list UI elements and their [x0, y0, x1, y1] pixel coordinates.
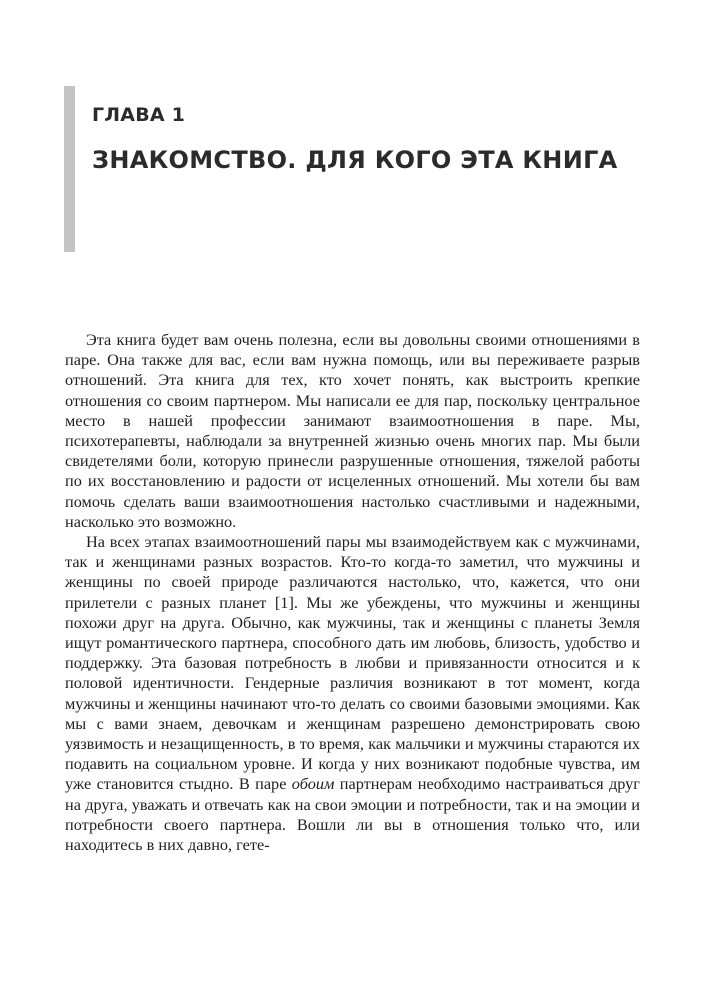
paragraph-1: Эта книга будет вам очень полезна, если вы довольны своими отношениями в паре. Она также для вас, если вам нужна помощь, или вы переживаете разрыв отношений. Эта книга для тех, кто хочет понять, как выстроить крепкие отношения со своим партнером. Мы написали ее для пар, поскольку центральное место в нашей профессии занимают взаимоотношения в паре. Мы, психотерапевты, наблюдали за внутренней жизнью очень многих пар. Мы были свидетелями боли, которую принесли разрушенные отношения, тяжелой работы по их восстановлению и радости от исцеленных отношений. Мы хотели бы вам помочь сделать ваши взаимоотношения настолько счастливыми и надежными, насколько это возможно.	[65, 330, 640, 531]
chapter-accent-bar	[64, 86, 75, 252]
paragraph-2-part-1: На всех этапах взаимоотношений пары мы взаимодействуем как с мужчинами, так и женщинами разных возрастов. Кто-то когда-то заметил, что мужчины и женщины по своей природе различаются настолько, что, кажется, что они прилетели с разных планет [1]. Мы же убеждены, что мужчины и женщины похожи друг на друга. Обычно, как мужчины, так и женщины с планеты Земля ищут романтического партнера, способного дать им любовь, близость, удобство и поддержку. Эта базовая потребность в любви и привязанности относится и к половой идентичности. Гендерные различия возникают в тот момент, когда мужчины и женщины начинают что-то делать со своими базовыми эмоциями. Как мы с вами знаем, девочкам и женщинам разрешено демонстрировать свою уязвимость и незащищенность, в то время, как мальчики и мужчины стараются их подавить на социальном уровне. И когда у них возникают подобные чувства, им уже становится стыдно. В паре	[65, 532, 640, 794]
chapter-number: ГЛАВА 1	[92, 104, 186, 126]
chapter-title: ЗНАКОМСТВО. ДЛЯ КОГО ЭТА КНИГА	[92, 146, 618, 174]
body-text	[65, 330, 640, 855]
paragraph-2	[65, 532, 640, 855]
emphasis-word: обоим	[291, 774, 335, 794]
paragraph-2-part-2: партнерам необходимо настраиваться друг на друга, уважать и отвечать как на свои эмоции и потребности, так и на эмоции и потребности своего партнера. Вошли ли вы в отношения только что, или находитесь в них давно, гете-	[65, 774, 640, 855]
